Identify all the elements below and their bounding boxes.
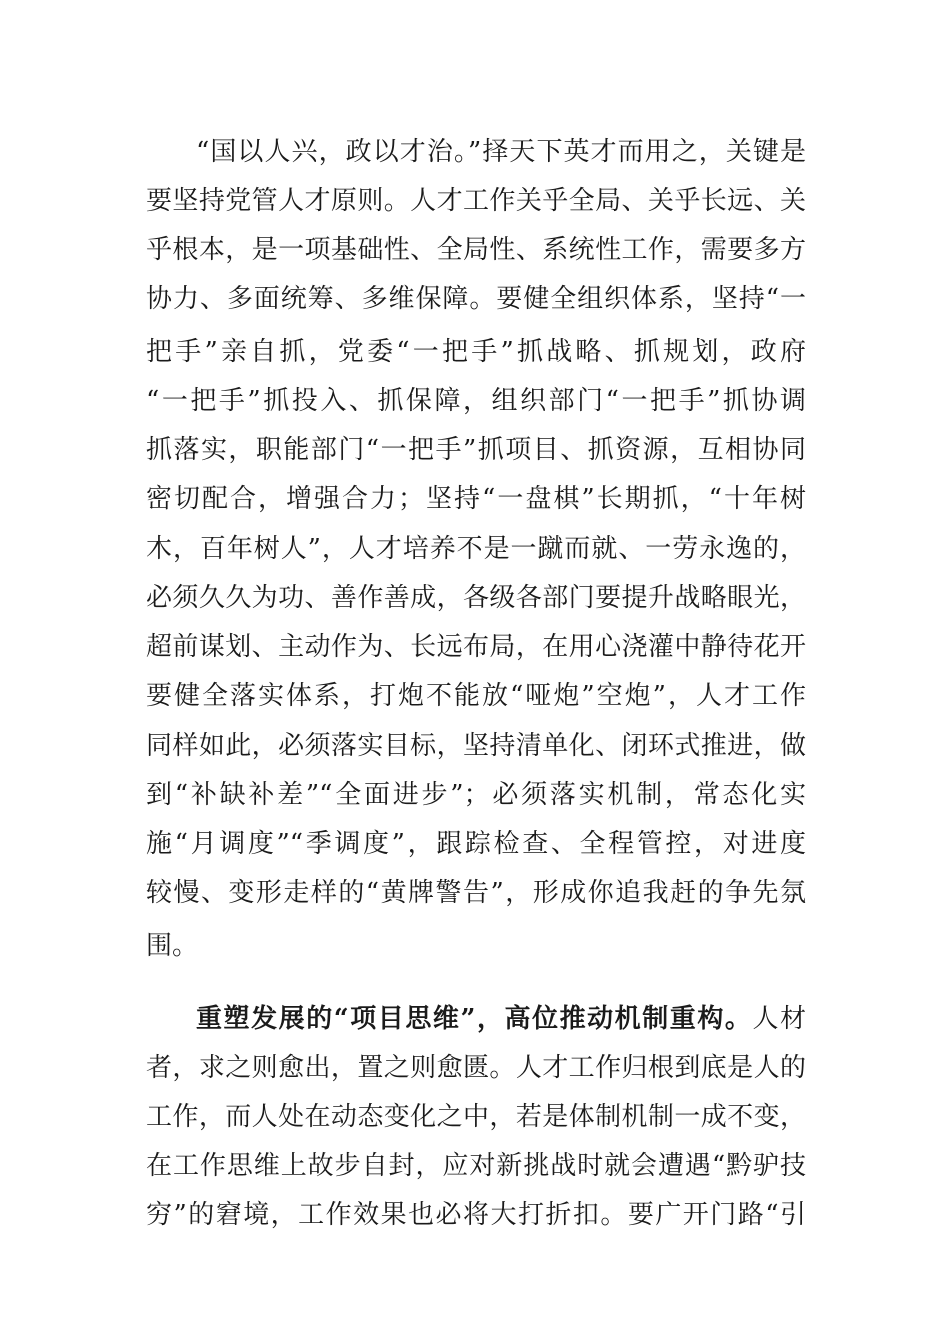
text-line: 在工作思维上故步自封，应对新挑战时就会遭遇“黔驴技: [146, 1151, 806, 1181]
text-line: 较慢、变形走样的“黄牌警告”，形成你追我赶的争先氛: [146, 878, 806, 908]
text-line: 工作，而人处在动态变化之中，若是体制机制一成不变，: [146, 1102, 806, 1132]
text-line: 同样如此，必须落实目标，坚持清单化、闭环式推进，做: [146, 731, 806, 761]
text-line: 围。: [146, 931, 199, 961]
text-line: 协力、多面统筹、多维保障。要健全组织体系，坚持“一: [146, 284, 806, 314]
text-line: 施“月调度”“季调度”，跟踪检查、全程管控，对进度: [146, 829, 806, 859]
text-line: 要健全落实体系，打炮不能放“哑炮”空炮”，人才工作: [146, 681, 806, 711]
text-line: 要坚持党管人才原则。人才工作关乎全局、关乎长远、关: [146, 186, 806, 216]
text-line: 到“补缺补差”“全面进步”；必须落实机制，常态化实: [146, 780, 806, 810]
section-heading: 重塑发展的“项目思维”，高位推动机制重构。: [196, 1004, 753, 1034]
text-line: 密切配合，增强合力；坚持“一盘棋”长期抓，“十年树: [146, 484, 806, 514]
text-line: 木，百年树人”，人才培养不是一蹴而就、一劳永逸的，: [146, 534, 806, 564]
text-line: 必须久久为功、善作善成，各级各部门要提升战略眼光，: [146, 583, 806, 613]
text-line: “一把手”抓投入、抓保障，组织部门“一把手”抓协调: [146, 386, 806, 416]
text-line: [196, 999, 806, 1039]
text-line: 抓落实，职能部门“一把手”抓项目、抓资源，互相协同: [146, 435, 806, 465]
text-line: 穷”的窘境，工作效果也必将大打折扣。要广开门路“引: [146, 1200, 806, 1230]
text-line: 超前谋划、主动作为、长远布局，在用心浇灌中静待花开: [146, 632, 806, 662]
text-line: 乎根本，是一项基础性、全局性、系统性工作，需要多方: [146, 235, 806, 265]
heading-trailing-text: 人材: [752, 1004, 806, 1034]
text-line: 把手”亲自抓，党委“一把手”抓战略、抓规划，政府: [146, 337, 806, 367]
text-line: “国以人兴，政以才治。”择天下英才而用之，关键是: [196, 137, 806, 167]
text-line: 者，求之则愈出，置之则愈匮。人才工作归根到底是人的: [146, 1053, 806, 1083]
